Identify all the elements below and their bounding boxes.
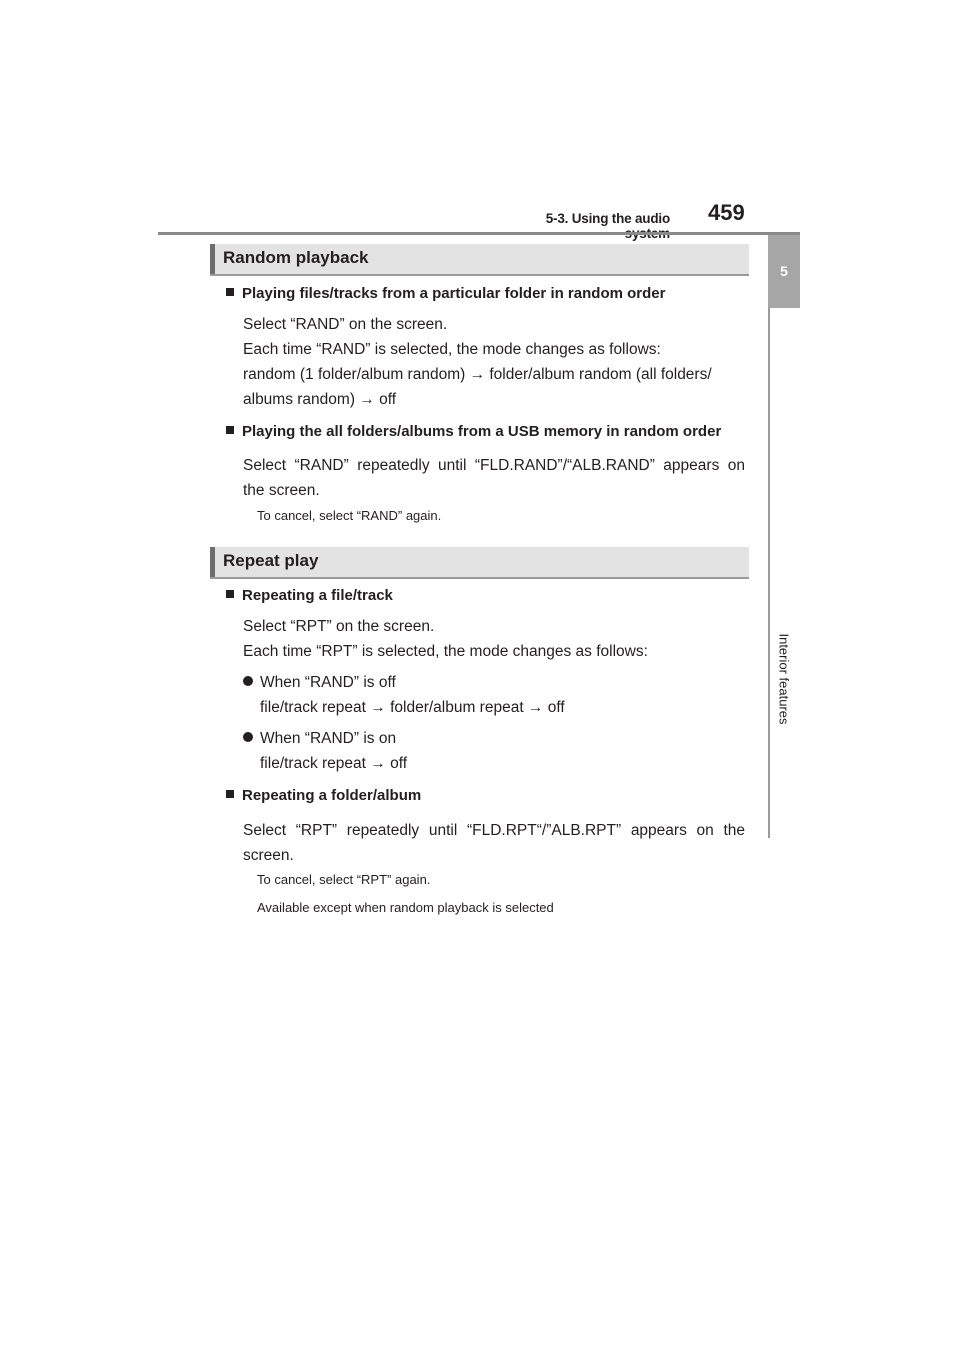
square-bullet-icon: [226, 790, 234, 798]
chapter-tab: 5: [768, 235, 800, 308]
body-line: Each time “RAND” is selected, the mode changes as follows:: [243, 341, 661, 358]
list-item-detail: file/track repeat → folder/album repeat → off: [260, 699, 565, 716]
list-item: When “RAND” is on: [243, 730, 396, 748]
round-bullet-icon: [243, 732, 253, 742]
body-paragraph: Select “RAND” repeatedly until “FLD.RAND”/“ALB.RAND” appears on the screen.: [243, 457, 745, 499]
section-repeat-play: [210, 547, 749, 579]
list-item: When “RAND” is off: [243, 674, 396, 692]
section-random-playback: [210, 244, 749, 276]
subheading-folder-random: Playing files/tracks from a particular folder in random order: [226, 285, 665, 302]
section-title: Repeat play: [223, 551, 319, 570]
square-bullet-icon: [226, 288, 234, 296]
square-bullet-icon: [226, 590, 234, 598]
running-head: 5-3. Using the audio: [545, 211, 670, 226]
round-bullet-icon: [243, 676, 253, 686]
body-line: random (1 folder/album random) → folder/album random (all folders/: [243, 366, 712, 383]
chapter-side-label: Interior features: [776, 633, 792, 725]
section-stripe: [210, 547, 215, 577]
body-line: Each time “RPT” is selected, the mode changes as follows:: [243, 643, 648, 660]
body-line: Select “RAND” on the screen.: [243, 316, 448, 333]
square-bullet-icon: [226, 426, 234, 434]
subheading-repeat-folder: Repeating a folder/album: [226, 787, 421, 804]
subheading-repeat-track: Repeating a file/track: [226, 587, 393, 604]
section-stripe: [210, 244, 215, 274]
body-line: Select “RPT” on the screen.: [243, 618, 435, 635]
subheading-usb-random: Playing the all folders/albums from a USB memory in random order: [226, 423, 721, 440]
section-title: Random playback: [223, 248, 369, 267]
note: To cancel, select “RAND” again.: [257, 508, 442, 523]
page-number: 459: [708, 200, 745, 225]
body-paragraph: Select “RPT” repeatedly until “FLD.RPT“/”ALB.RPT” appears on the screen.: [243, 822, 745, 864]
note: Available except when random playback is selected: [257, 900, 554, 915]
side-rule: [768, 308, 770, 838]
body-line: albums random) → off: [243, 391, 397, 408]
header-rule: [158, 232, 800, 235]
list-item-detail: file/track repeat → off: [260, 755, 408, 772]
note: To cancel, select “RPT” again.: [257, 872, 431, 887]
